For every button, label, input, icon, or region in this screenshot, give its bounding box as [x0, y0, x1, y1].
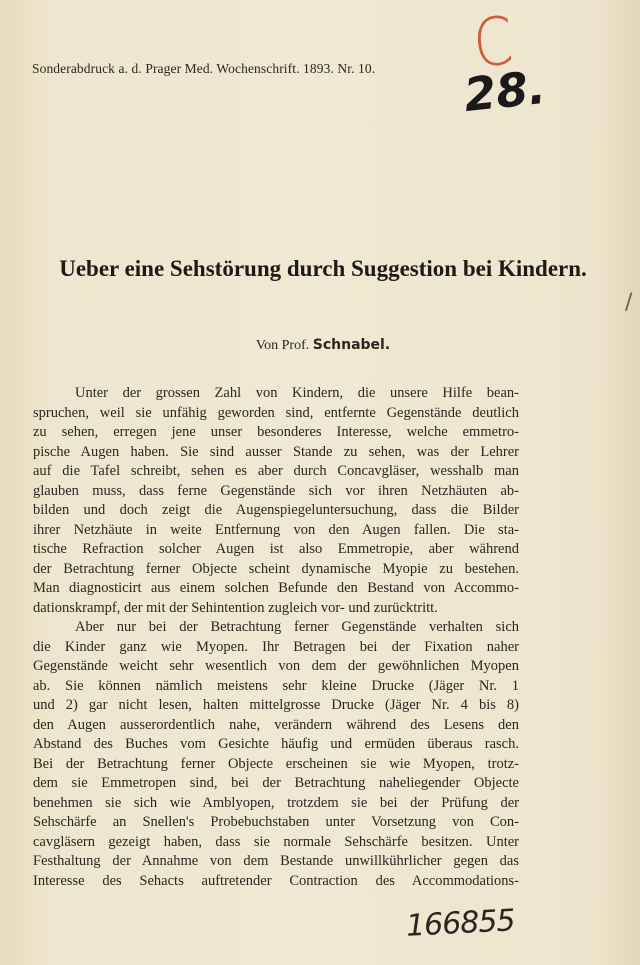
- body-line: tische Refraction solcher Augen ist also Emmetropie, aber während: [33, 541, 519, 557]
- handwritten-catalog-letter: C: [470, 1, 516, 84]
- body-line: Man diagnosticirt aus einem solchen Befunde den Bestand von Accommo-: [33, 580, 519, 596]
- body-line: spruchen, weil sie unfähig geworden sind, entfernte Gegenstände deutlich: [33, 404, 519, 421]
- author-prefix: Von Prof.: [255, 338, 310, 353]
- body-line: auf die Tafel schreibt, sehen es aber durch Concavgläser, wesshalb man: [33, 463, 519, 479]
- handwritten-inventory-number: 166855: [405, 903, 516, 944]
- body-line: Unter der grossen Zahl von Kindern, die unsere Hilfe bean-: [75, 385, 519, 401]
- body-line: benehmen sie sich wie Amblyopen, trotzdem sie bei der Prüfung der: [33, 794, 519, 811]
- body-line: bilden und doch zeigt die Augenspiegeluntersuchung, dass die Bilder: [33, 502, 519, 518]
- body-line: cavgläsern gezeigt haben, dass sie normale Sehschärfe besitzen. Unter: [33, 833, 519, 850]
- body-line: Gegenstände weicht sehr wesentlich von dem der gewöhnlichen Myopen: [33, 658, 519, 674]
- body-line: ihrer Netzhäute in weite Entfernung von den Augen fallen. Die sta-: [33, 521, 519, 538]
- body-line: den Augen ausserordentlich nahe, verändern während des Lesens den: [33, 716, 519, 733]
- body-line: dem sie Emmetropen sind, bei der Betrachtung naheliegender Objecte: [33, 775, 519, 791]
- body-line: pische Augen haben. Sie sind ausser Stande zu sehen, was der Lehrer: [33, 443, 519, 460]
- handwritten-number: 28.: [461, 59, 549, 123]
- body-line: zu sehen, erregen jene unser besonderes Interesse, welche emmetro-: [33, 424, 519, 440]
- body-line: Bei der Betrachtung ferner Objecte erscheinen sie wie Myopen, trotz-: [33, 755, 519, 772]
- edge-mark: /: [625, 290, 633, 315]
- body-line: Aber nur bei der Betrachtung ferner Gegenstände verhalten sich: [75, 619, 519, 635]
- body-line: Sehschärfe an Snellen's Probebuchstaben unter Vorsetzung von Con-: [33, 814, 519, 830]
- body-line: dationskrampf, der mit der Sehintention zugleich vor- und zurücktritt.: [33, 599, 438, 616]
- body-line: glauben muss, dass ferne Gegenstände sich vor ihren Netzhäuten ab-: [33, 482, 519, 499]
- body-line: ab. Sie können nämlich meistens sehr kleine Drucke (Jäger Nr. 1: [33, 677, 519, 694]
- body-line: die Kinder ganz wie Myopen. Ihr Betragen bei der Fixation naher: [33, 638, 519, 655]
- body-line: Festhaltung der Annahme von dem Bestande unwillkührlicher gegen das: [33, 853, 519, 869]
- offprint-header: Sonderabdruck a. d. Prager Med. Wochenschrift. 1893. Nr. 10.: [32, 61, 376, 76]
- body-line: Interesse des Sehacts auftretender Contraction des Accommodations-: [33, 872, 519, 889]
- body-line: Abstand des Buches vom Gesichte häufig und ermüden überaus rasch.: [33, 736, 519, 752]
- body-line: der Betrachtung ferner Objecte scheint dynamische Myopie zu bestehen.: [33, 560, 519, 577]
- article-title: Ueber eine Sehstörung durch Suggestion bei Kindern.: [59, 256, 587, 281]
- body-line: und 2) gar nicht lesen, halten mittelgrosse Drucke (Jäger Nr. 4 bis 8): [33, 697, 519, 713]
- article-body: [33, 384, 519, 891]
- author-name: Schnabel.: [312, 337, 391, 353]
- author-line: [30, 337, 616, 354]
